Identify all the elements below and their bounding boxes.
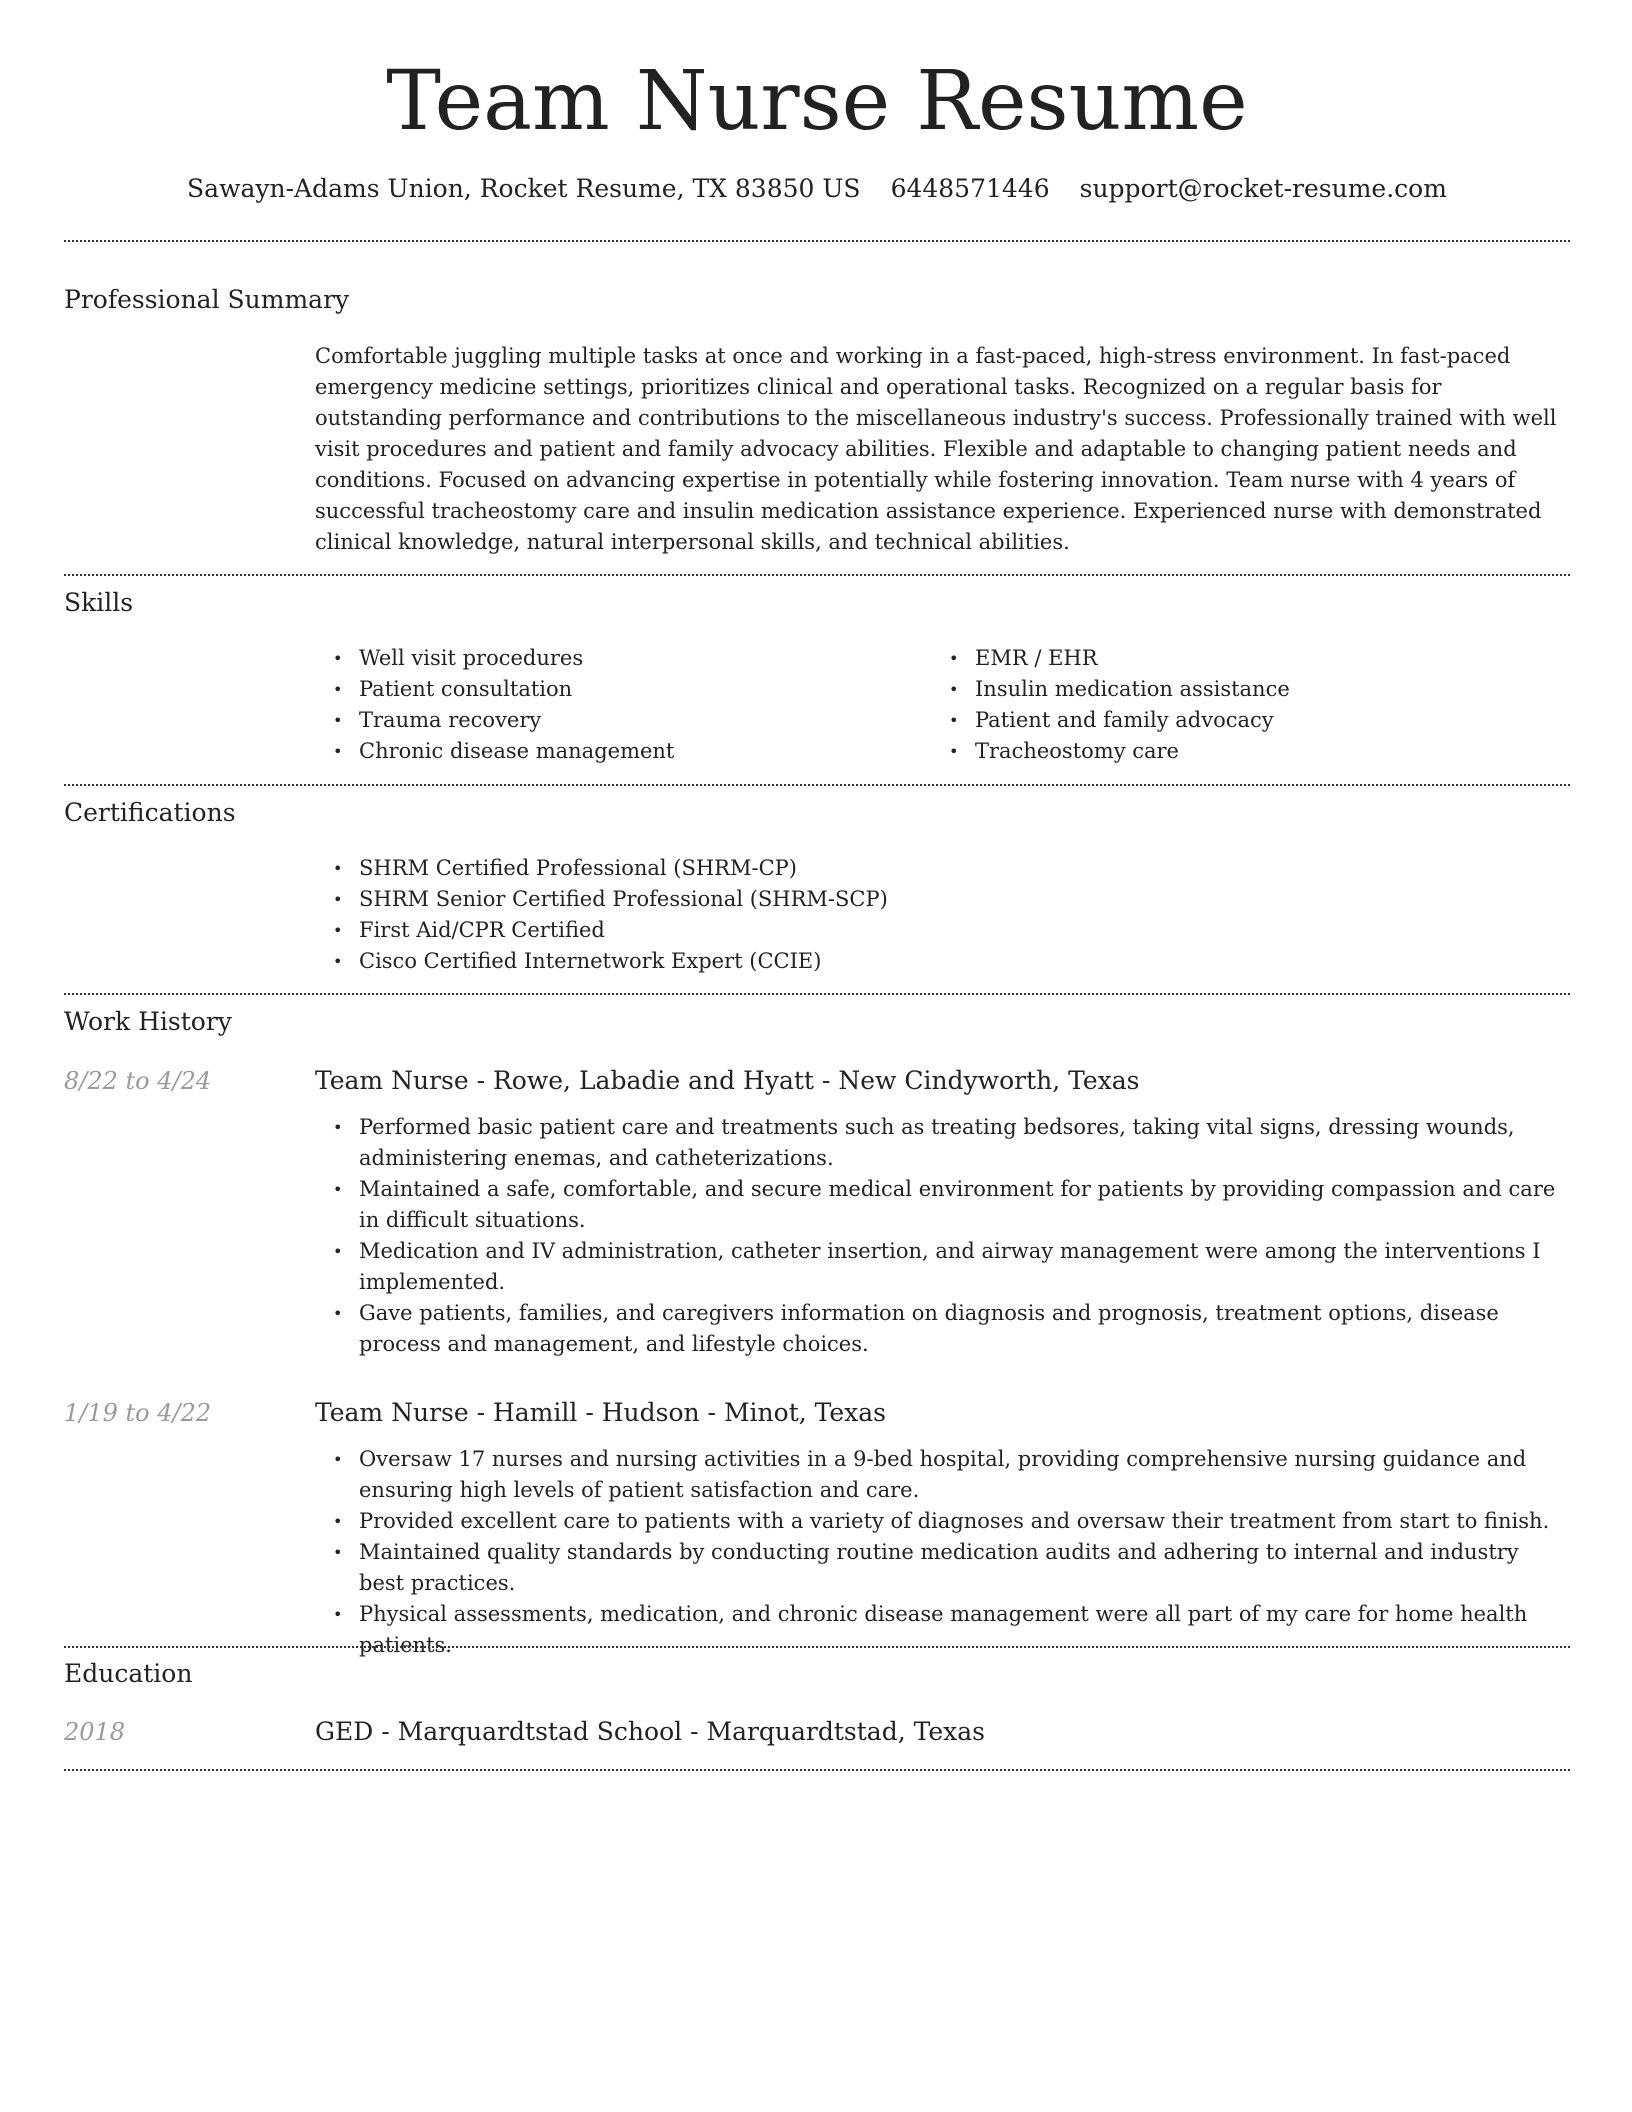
section-title-work: Work History bbox=[64, 1007, 232, 1036]
divider bbox=[64, 784, 1570, 786]
resume-title: Team Nurse Resume bbox=[386, 54, 1248, 149]
education-entry bbox=[315, 1714, 1570, 1750]
summary-text: Comfortable juggling multiple tasks at once and working in a fast-paced, high-stress environment. In fast-paced emergency medicine settings, prioritizes clinical and operational tasks. Recognized on a regular basis for outstanding performance and contributions to the miscellaneous industry's success. Professionally trained with well visit procedures and patient and family advocacy abilities. Flexible and adaptable to changing patient needs and conditions. Focused on advancing expertise in potentially while fostering innovation. Team nurse with 4 years of successful tracheostomy care and insulin medication assistance experience. Experienced nurse with demonstrated clinical knowledge, natural interpersonal skills, and technical abilities. bbox=[315, 344, 1557, 554]
skill-item: • EMR / EHR bbox=[975, 643, 1547, 674]
education-title: GED - Marquardtstad School - Marquardtstad, Texas bbox=[315, 1717, 985, 1746]
certification-item: • SHRM Certified Professional (SHRM-CP) bbox=[359, 853, 1570, 884]
job-bullet: • Gave patients, families, and caregivers information on diagnosis and prognosis, treatment options, disease process and management, and lifestyle choices. bbox=[359, 1298, 1570, 1360]
job-entry bbox=[315, 1395, 1570, 1661]
skill-item: • Well visit procedures bbox=[359, 643, 931, 674]
job-bullet: • Maintained quality standards by conducting routine medication audits and adhering to internal and industry best practices. bbox=[359, 1537, 1570, 1599]
skills-block bbox=[315, 643, 1570, 767]
job-bullet: • Maintained a safe, comfortable, and secure medical environment for patients by providing compassion and care in difficult situations. bbox=[359, 1174, 1570, 1236]
skill-item: • Tracheostomy care bbox=[975, 736, 1547, 767]
contact-line bbox=[64, 170, 1570, 208]
divider bbox=[64, 240, 1570, 242]
job-bullet: • Performed basic patient care and treatments such as treating bedsores, taking vital signs, dressing wounds, administering enemas, and catheterizations. bbox=[359, 1112, 1570, 1174]
divider bbox=[64, 1646, 1570, 1648]
skills-column-right bbox=[931, 643, 1547, 767]
job-bullet: • Provided excellent care to patients with a variety of diagnoses and oversaw their treatment from start to finish. bbox=[359, 1506, 1570, 1537]
job-bullet: • Medication and IV administration, catheter insertion, and airway management were among the interventions I implemented. bbox=[359, 1236, 1570, 1298]
summary-block bbox=[315, 341, 1570, 558]
job-dates: 8/22 to 4/24 bbox=[64, 1067, 212, 1095]
skills-column-left bbox=[315, 643, 931, 767]
skill-item: • Patient and family advocacy bbox=[975, 705, 1547, 736]
skill-item: • Patient consultation bbox=[359, 674, 931, 705]
email-text: support@rocket-resume.com bbox=[1079, 174, 1447, 203]
certification-item: • First Aid/CPR Certified bbox=[359, 915, 1570, 946]
job-entry bbox=[315, 1063, 1570, 1360]
certification-item: • Cisco Certified Internetwork Expert (CCIE) bbox=[359, 946, 1570, 977]
skill-item: • Insulin medication assistance bbox=[975, 674, 1547, 705]
section-title-certifications: Certifications bbox=[64, 798, 236, 827]
job-dates: 1/19 to 4/22 bbox=[64, 1399, 212, 1427]
job-bullet: • Oversaw 17 nurses and nursing activities in a 9-bed hospital, providing comprehensive nursing guidance and ensuring high levels of patient satisfaction and care. bbox=[359, 1444, 1570, 1506]
divider bbox=[64, 993, 1570, 995]
job-title: Team Nurse - Hamill - Hudson - Minot, Texas bbox=[315, 1398, 886, 1427]
phone-text: 6448571446 bbox=[890, 174, 1050, 203]
skill-item: • Chronic disease management bbox=[359, 736, 931, 767]
divider bbox=[64, 1769, 1570, 1771]
divider bbox=[64, 574, 1570, 576]
address-text: Sawayn-Adams Union, Rocket Resume, TX 83850 US bbox=[187, 174, 861, 203]
certifications-block bbox=[315, 853, 1570, 977]
section-title-skills: Skills bbox=[64, 588, 134, 617]
job-bullet: • Physical assessments, medication, and chronic disease management were all part of my care for home health patients. bbox=[359, 1599, 1570, 1661]
section-title-summary: Professional Summary bbox=[64, 285, 350, 314]
education-year: 2018 bbox=[64, 1718, 126, 1746]
job-title: Team Nurse - Rowe, Labadie and Hyatt - New Cindyworth, Texas bbox=[315, 1066, 1140, 1095]
certification-item: • SHRM Senior Certified Professional (SHRM-SCP) bbox=[359, 884, 1570, 915]
skill-item: • Trauma recovery bbox=[359, 705, 931, 736]
section-title-education: Education bbox=[64, 1659, 193, 1688]
